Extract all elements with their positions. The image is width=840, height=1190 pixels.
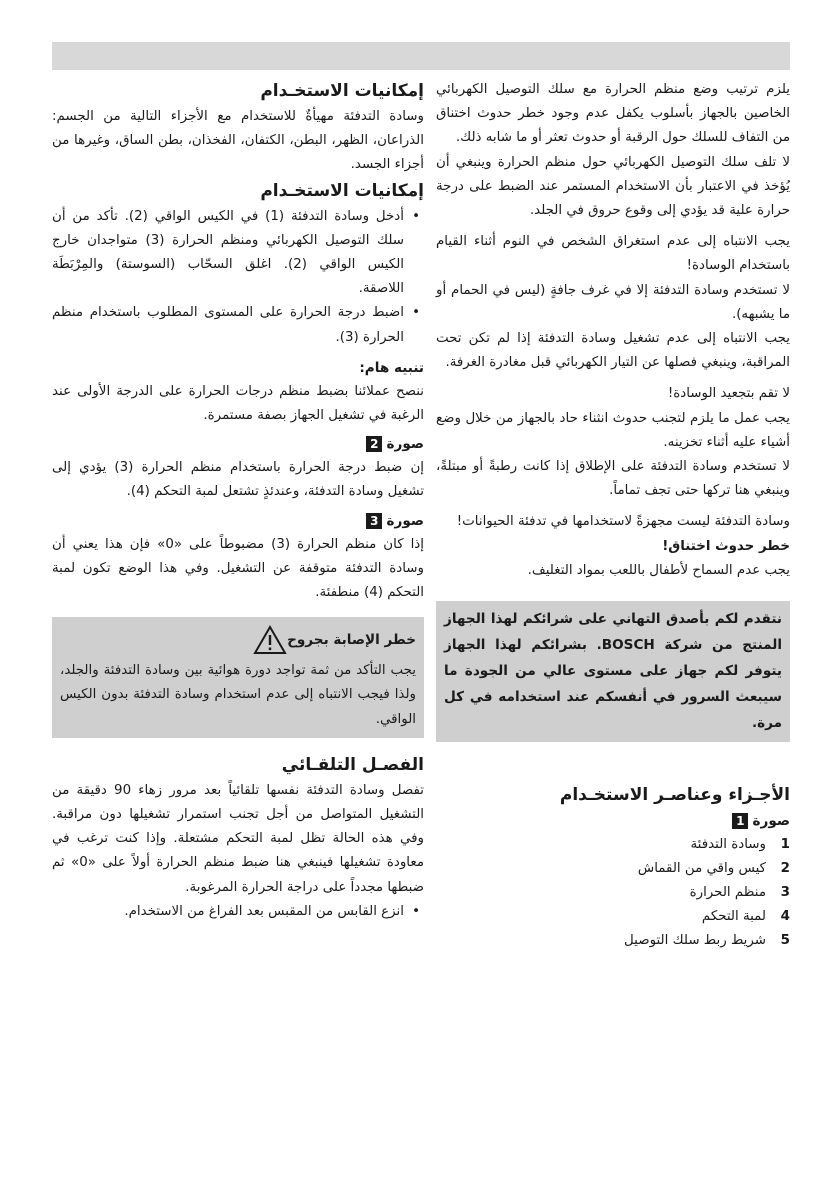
warning-title: خطر الإصابة بجروح [287, 632, 416, 649]
figure-1-label [436, 809, 790, 833]
figure-3-text: إذا كان منظم الحرارة (3) مضبوطاً على «0» فإن هذا يعني أن وسادة التدفئة متوقفة عن التشغيل. وفي هذا الوضع تكون لمبة التحكم (4) منطفئة. [52, 536, 424, 601]
right-column [436, 78, 790, 953]
figure-2-text: إن ضبط درجة الحرارة باستخدام منظم الحرارة (3) يؤدي إلى تشغيل وسادة التدفئة، وعندئذٍ تشتعل لمبة التحكم (4). [52, 460, 424, 500]
list-item [436, 881, 790, 905]
parts-list [436, 833, 790, 953]
bullet-icon: • [412, 903, 420, 919]
part-number: 2 [780, 861, 790, 877]
part-number: 5 [780, 933, 790, 949]
list-item [436, 905, 790, 929]
part-number: 3 [780, 885, 790, 901]
usage-text: وسادة التدفئة مهيأةٌ للاستخدام مع الأجزاء التالية من الجسم: الذراعان، الظهر، البطن، الكتفان، الفخذان، بطن الساق، وغيرها من أجزاء الجسد. [52, 109, 424, 173]
left-column [52, 78, 424, 924]
header-bar [52, 42, 790, 70]
usage-bullet-list [52, 205, 424, 350]
part-label: وسادة التدفئة [690, 837, 766, 853]
list-item [52, 301, 424, 349]
usage-heading: إمكانيات الاستخـدام [260, 81, 424, 101]
figure-3-label [52, 509, 424, 533]
list-item [436, 833, 790, 857]
part-label: كيس واقي من القماش [637, 861, 766, 877]
injury-warning-box [52, 617, 424, 738]
list-item [436, 857, 790, 881]
bullet-icon: • [412, 208, 420, 224]
safety-paragraph-packaging: يجب عدم السماح لأطفال باللعب بمواد التغليف. [527, 562, 790, 578]
figure-2-label [52, 432, 424, 456]
safety-paragraph-supervision: يجب الانتباه إلى عدم تشغيل وسادة التدفئة إذا لم تكن تحت المراقبة، وينبغي فصلها عن التيار الكهربائي قبل مغادرة الغرفة. [436, 331, 790, 371]
safety-paragraph-cord: يلزم ترتيب وضع منظم الحرارة مع سلك التوصيل الكهربائي الخاصين بالجهاز بأسلوب يكفل عدم وجود خطر حدوث اختناق من التفاف للسلك حول الرقبة أو حدوث تعثر أو ما شابه ذلك. [436, 82, 790, 146]
safety-paragraph-no-crease: لا تقم بتجعيد الوسادة! [667, 386, 790, 402]
figure-number-badge: 3 [366, 513, 382, 529]
safety-paragraph-storage: يجب عمل ما يلزم لتجنب حدوث انثناء حاد بالجهاز من خلال وضع أشياء عليه أثناء تخزينه. [436, 410, 790, 450]
part-number: 4 [780, 909, 790, 925]
bosch-congratulations-box [436, 601, 790, 742]
safety-paragraph-sleep: يجب الانتباه إلى عدم استغراق الشخص في النوم أثناء القيام باستخدام الوسادة! [436, 234, 790, 274]
parts-heading: الأجـزاء وعناصـر الاستخـدام [559, 785, 790, 806]
figure-number-badge: 2 [366, 436, 382, 452]
usage-heading-2: إمكانيات الاستخـدام [260, 180, 424, 201]
safety-paragraph-burns: لا تلف سلك التوصيل الكهربائي حول منظم الحرارة وينبغي أن يُؤخذ في الاعتبار بأن الاستخدام المستمر عند الضبط على درجة حرارة علية قد يؤدي إلى وقوع حروق في الجلد. [436, 154, 790, 219]
bullet-text: انزع القابس من المقبس بعد الفراغ من الاستخدام. [124, 903, 404, 919]
unplug-bullet-list [52, 900, 424, 924]
warning-header [60, 625, 416, 655]
suffocation-warning-title: خطر حدوث اختناق! [662, 538, 790, 554]
figure-number-badge: 1 [732, 813, 748, 829]
bosch-congratulations-text: نتقدم لكم بأصدق التهاني على شرائكم لهذا الجهاز المنتج من شركة BOSCH. بشرائكم لهذا الجهاز يتوفر لكم جهاز على مستوى عالي من الجودة ما سيبعث السرور في أنفسكم عند استخدامه في كل مرة. [444, 611, 783, 732]
safety-paragraph-dry-rooms: لا تستخدم وسادة التدفئة إلا في غرف جافةٍ (ليس في الحمام أو ما يشبهه). [436, 282, 790, 322]
bullet-text: أدخل وسادة التدفئة (1) في الكيس الواقي (2). تأكد من أن سلك التوصيل الكهربائي ومنظم الحرارة (3) متواجدان خارج الكيس الواقي (2). اغلق السحّاب (السوستة) والمِرْبَطَة اللاصقة. [52, 208, 405, 297]
part-label: شريط ربط سلك التوصيل [624, 933, 766, 949]
list-item [52, 205, 424, 302]
part-label: منظم الحرارة [689, 885, 766, 901]
auto-shutoff-text: تفصل وسادة التدفئة نفسها تلقائياً بعد مرور زهاء 90 دقيقة من التشغيل المتواصل من أجل تجنب استمرار تشغيلها دون مراقبة. وفي هذه الحالة تظل لمبة التحكم مشتعلة. وإذا كنت ترغب في معاودة تشغيلها فينبغي هنا ضبط منظم الحرارة أولاً على «0» ثم ضبطها مجدداً على دراجة الحرارة المرغوبة. [52, 782, 424, 895]
safety-paragraph-animals: وسادة التدفئة ليست مجهزةً لاستخدامها في تدفئة الحيوانات! [456, 514, 790, 530]
bullet-text: اضبط درجة الحرارة على المستوى المطلوب باستخدام منظم الحرارة (3). [52, 305, 404, 345]
figure-label-text: صورة [386, 436, 424, 453]
warning-triangle-icon [253, 625, 287, 655]
bullet-icon: • [412, 305, 420, 321]
auto-shutoff-heading: الفصـل التلقـائي [281, 754, 424, 775]
safety-paragraph-wet: لا تستخدم وسادة التدفئة على الإطلاق إذا كانت رطبةً أو مبتلةً، وينبغي هنا تركها حتى تجف تماماً. [436, 459, 790, 499]
list-item [436, 929, 790, 953]
list-item [52, 900, 424, 924]
figure-label-text: صورة [386, 512, 424, 529]
part-label: لمبة التحكم [701, 909, 766, 925]
note-text: ننصح عملائنا بضبط منظم درجات الحرارة على الدرجة الأولى عند الرغبة في تشغيل الجهاز بصفة مستمرة. [52, 383, 424, 424]
figure-label-text: صورة [752, 813, 790, 830]
warning-text: يجب التأكد من ثمة تواجد دورة هوائية بين وسادة التدفئة والجلد، ولذا فيجب الانتباه إلى عدم استخدام وسادة التدفئة بدون الكيس الواقي. [60, 663, 416, 727]
part-number: 1 [780, 837, 790, 853]
note-heading: تنبيه هام: [359, 359, 424, 376]
